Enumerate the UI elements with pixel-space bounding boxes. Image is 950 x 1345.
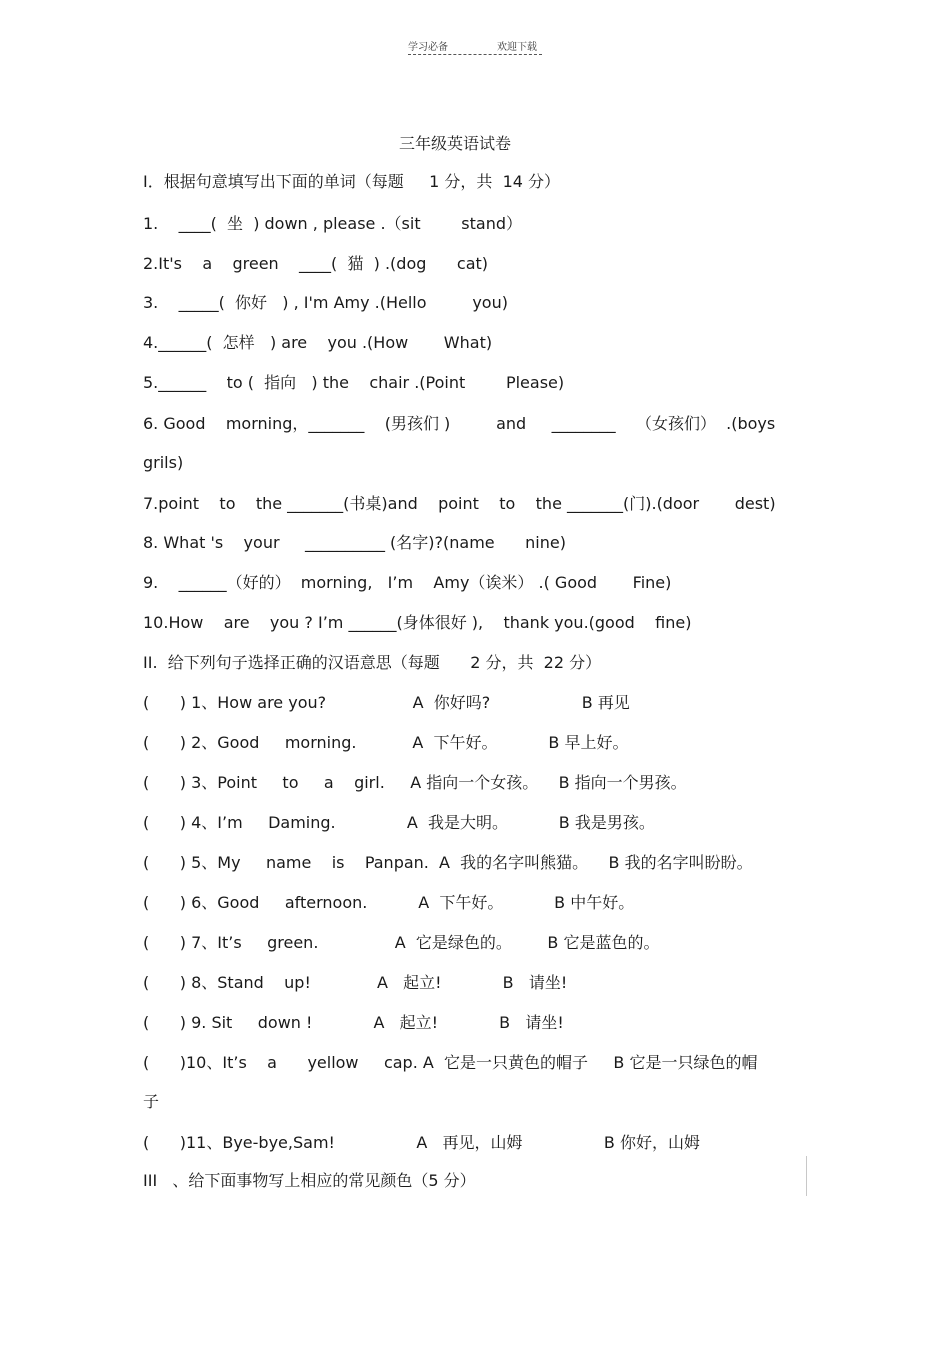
page-title: 三年级英语试卷 bbox=[398, 134, 511, 153]
choice-item-10-continued: 子 bbox=[143, 1092, 160, 1111]
fill-in-item-4: 4.______( 怎样 ) are you .(How What) bbox=[143, 333, 493, 352]
choice-item-6: ( ) 6、Good afternoon. A 下午好。 B 中午好。 bbox=[143, 893, 635, 912]
fill-in-item-6-continued: grils) bbox=[143, 453, 184, 472]
fill-in-item-9: 9. ______（好的） morning, I’m Amy（诶米） .( Good Fine) bbox=[143, 573, 672, 592]
fill-in-item-5: 5.______ to ( 指向 ) the chair .(Point Please) bbox=[143, 373, 565, 392]
choice-item-2: ( ) 2、Good morning. A 下午好。 B 早上好。 bbox=[143, 733, 629, 752]
fill-in-item-8: 8. What 's your __________ (名字)?(name nine) bbox=[143, 533, 566, 552]
section-2-heading: II. 给下列句子选择正确的汉语意思（每题 2 分，共 22 分） bbox=[143, 653, 602, 672]
choice-item-5: ( ) 5、My name is Panpan. A 我的名字叫熊猫。 B 我的名字叫盼盼。 bbox=[143, 853, 753, 872]
fill-in-item-10: 10.How are you ? I’m ______(身体很好 ), thank you.(good fine) bbox=[143, 613, 692, 632]
header-right-text: 欢迎下载 bbox=[497, 42, 537, 53]
choice-item-8: ( ) 8、Stand up! A 起立! B 请坐! bbox=[143, 973, 568, 992]
fill-in-item-1: 1. ____( 坐 ) down , please .（sit stand） bbox=[143, 214, 523, 233]
fill-in-item-2: 2.It's a green ____( 猫 ) .(dog cat) bbox=[143, 254, 489, 273]
header-divider bbox=[408, 54, 542, 55]
fill-in-item-3: 3. _____( 你好 ) , I'm Amy .(Hello you) bbox=[143, 293, 508, 312]
section-3-heading: III 、给下面事物写上相应的常见颜色（5 分） bbox=[143, 1171, 476, 1190]
fill-in-item-6: 6. Good morning，_______ (男孩们 ) and ________ （女孩们） .(boys bbox=[143, 414, 776, 433]
header-left-text: 学习必备 bbox=[408, 42, 448, 53]
choice-item-11: ( )11、Bye-bye,Sam! A 再见，山姆 B 你好，山姆 bbox=[143, 1133, 700, 1152]
choice-item-4: ( ) 4、I’m Daming. A 我是大明。 B 我是男孩。 bbox=[143, 813, 655, 832]
choice-item-7: ( ) 7、It’s green. A 它是绿色的。 B 它是蓝色的。 bbox=[143, 933, 660, 952]
table-edge-line bbox=[806, 1156, 807, 1196]
choice-item-9: ( ) 9. Sit down ! A 起立! B 请坐! bbox=[143, 1013, 564, 1032]
choice-item-10: ( )10、It’s a yellow cap. A 它是一只黄色的帽子 B 它是一只绿色的帽 bbox=[143, 1053, 758, 1072]
section-1-heading: Ⅰ．根据句意填写出下面的单词（每题 1 分，共 14 分） bbox=[143, 172, 561, 191]
choice-item-3: ( ) 3、Point to a girl. A 指向一个女孩。 B 指向一个男孩。 bbox=[143, 773, 687, 792]
fill-in-item-7: 7.point to the _______(书桌)and point to the _______(门).(door dest) bbox=[143, 494, 776, 513]
choice-item-1: ( ) 1、How are you? A 你好吗? B 再见 bbox=[143, 693, 630, 712]
